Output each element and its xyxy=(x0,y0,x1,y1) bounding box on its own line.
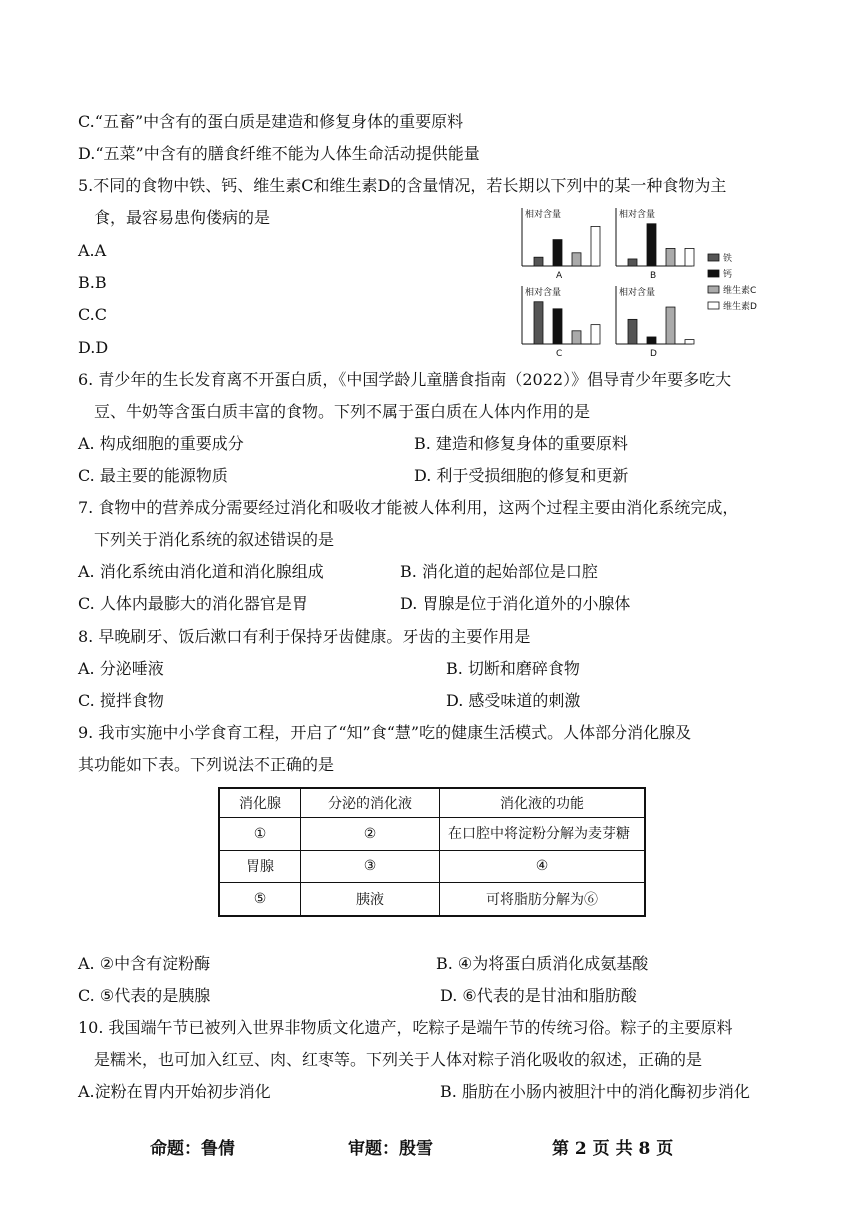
legend-swatch xyxy=(708,254,719,261)
table-cell: 胃腺 xyxy=(219,850,301,883)
table-row xyxy=(219,850,645,883)
table-cell: 可将脂肪分解为⑥ xyxy=(440,883,646,916)
bar-D-3 xyxy=(685,340,694,344)
legend-swatch xyxy=(708,286,719,293)
bar-A-2 xyxy=(572,253,581,266)
legend-label: 维生素D xyxy=(723,302,757,312)
q10-stem-line2: 是糯米，也可加入红豆、肉、红枣等。下列关于人体对粽子消化吸收的叙述，正确的是 xyxy=(94,1050,703,1069)
q5-stem-line1: 5.不同的食物中铁、钙、维生素C和维生素D的含量情况，若长期以下列中的某一种食物为主 xyxy=(78,176,727,195)
chart-panel-label: C xyxy=(556,349,563,359)
q5-option-d: D.D xyxy=(78,338,109,357)
q7-option-c: C. 人体内最膨大的消化器官是胃 xyxy=(78,594,308,613)
q8-option-b: B. 切断和磨碎食物 xyxy=(446,659,580,678)
legend-label: 铁 xyxy=(723,254,733,264)
legend-label: 钙 xyxy=(723,270,733,280)
q9-option-a: A. ②中含有淀粉酶 xyxy=(78,954,211,973)
chart-ylabel: 相对含量 xyxy=(525,210,562,220)
bar-D-1 xyxy=(647,337,656,344)
table-row xyxy=(219,818,645,851)
bar-B-2 xyxy=(666,248,675,266)
q4-option-d: D.“五菜”中含有的膳食纤维不能为人体生命活动提供能量 xyxy=(78,144,480,163)
table-header: 消化液的功能 xyxy=(440,788,646,818)
q6-option-a: A. 构成细胞的重要成分 xyxy=(78,434,244,453)
chart-panel-label: D xyxy=(650,349,657,359)
bar-A-3 xyxy=(591,226,600,266)
q5-option-a: A.A xyxy=(78,241,107,260)
q8-option-d: D. 感受味道的刺激 xyxy=(446,691,581,710)
q9-stem-line1: 9. 我市实施中小学食育工程，开启了“知”食“慧”吃的健康生活模式。人体部分消化腺及 xyxy=(78,723,692,742)
bar-C-1 xyxy=(553,309,562,344)
bar-B-1 xyxy=(647,224,656,266)
table-header-row xyxy=(219,788,645,818)
chart-panel-label: B xyxy=(650,271,657,281)
nutrient-charts xyxy=(512,200,772,366)
bar-D-0 xyxy=(628,319,637,344)
q10-stem-line1: 10. 我国端午节已被列入世界非物质文化遗产，吃粽子是端午节的传统习俗。粽子的主要原料 xyxy=(78,1018,733,1037)
q6-option-c: C. 最主要的能源物质 xyxy=(78,466,228,485)
table-cell: ③ xyxy=(301,850,440,883)
bar-A-1 xyxy=(553,240,562,266)
table-cell: ⑤ xyxy=(219,883,301,916)
table-header: 分泌的消化液 xyxy=(301,788,440,818)
q6-option-b: B. 建造和修复身体的重要原料 xyxy=(414,434,628,453)
table-cell: ① xyxy=(219,818,301,851)
table-row xyxy=(219,883,645,916)
q7-option-d: D. 胃腺是位于消化道外的小腺体 xyxy=(400,594,631,613)
q5-stem-line2: 食，最容易患佝偻病的是 xyxy=(94,208,271,227)
chart-ylabel: 相对含量 xyxy=(619,210,656,220)
q6-option-d: D. 利于受损细胞的修复和更新 xyxy=(414,466,629,485)
q9-option-b: B. ④为将蛋白质消化成氨基酸 xyxy=(436,954,649,973)
bar-D-2 xyxy=(666,307,675,344)
q10-option-a: A.淀粉在胃内开始初步消化 xyxy=(78,1082,271,1101)
q9-stem-line2: 其功能如下表。下列说法不正确的是 xyxy=(78,755,335,774)
nutrient-charts-svg xyxy=(512,200,772,366)
q8-stem: 8. 早晚刷牙、饭后漱口有利于保持牙齿健康。牙齿的主要作用是 xyxy=(78,627,531,646)
chart-ylabel: 相对含量 xyxy=(619,288,656,298)
q6-stem-line1: 6. 青少年的生长发育离不开蛋白质，《中国学龄儿童膳食指南（2022）》倡导青少年要多吃大 xyxy=(78,370,732,389)
table-cell: 在口腔中将淀粉分解为麦芽糖 xyxy=(440,818,646,851)
q9-option-d: D. ⑥代表的是甘油和脂肪酸 xyxy=(440,986,637,1005)
q5-option-b: B.B xyxy=(78,273,107,292)
q6-stem-line2: 豆、牛奶等含蛋白质丰富的食物。下列不属于蛋白质在人体内作用的是 xyxy=(94,402,591,421)
q7-stem-line2: 下列关于消化系统的叙述错误的是 xyxy=(94,530,335,549)
q8-option-c: C. 搅拌食物 xyxy=(78,691,164,710)
footer-author: 命题：鲁倩 xyxy=(150,1139,235,1159)
digestive-gland-table xyxy=(218,787,646,917)
q7-option-b: B. 消化道的起始部位是口腔 xyxy=(400,562,598,581)
q8-option-a: A. 分泌唾液 xyxy=(78,659,164,678)
q5-option-c: C.C xyxy=(78,305,107,324)
bar-C-2 xyxy=(572,331,581,344)
bar-C-0 xyxy=(534,302,543,344)
footer-page-number: 第 2 页 共 8 页 xyxy=(552,1139,674,1159)
table-header: 消化腺 xyxy=(219,788,301,818)
legend-label: 维生素C xyxy=(723,286,757,296)
q9-option-c: C. ⑤代表的是胰腺 xyxy=(78,986,211,1005)
q7-option-a: A. 消化系统由消化道和消化腺组成 xyxy=(78,562,324,581)
q10-option-b: B. 脂肪在小肠内被胆汁中的消化酶初步消化 xyxy=(440,1082,750,1101)
chart-panel-label: A xyxy=(556,271,563,281)
legend-swatch xyxy=(708,270,719,277)
footer-reviewer: 审题：殷雪 xyxy=(348,1139,433,1159)
table-cell: ② xyxy=(301,818,440,851)
bar-A-0 xyxy=(534,257,543,266)
q7-stem-line1: 7. 食物中的营养成分需要经过消化和吸收才能被人体利用，这两个过程主要由消化系统完成， xyxy=(78,498,739,517)
bar-B-0 xyxy=(628,259,637,266)
q4-option-c: C.“五畜”中含有的蛋白质是建造和修复身体的重要原料 xyxy=(78,112,464,131)
bar-C-3 xyxy=(591,325,600,344)
chart-ylabel: 相对含量 xyxy=(525,288,562,298)
table-cell: ④ xyxy=(440,850,646,883)
table-cell: 胰液 xyxy=(301,883,440,916)
bar-B-3 xyxy=(685,248,694,266)
legend-swatch xyxy=(708,302,719,309)
